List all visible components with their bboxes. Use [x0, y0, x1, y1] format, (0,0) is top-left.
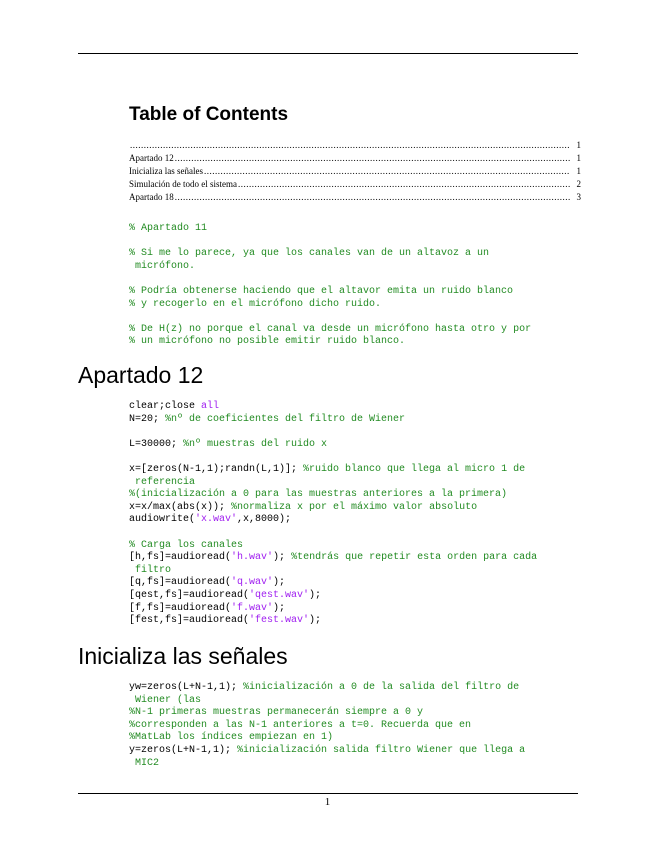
- code-comment: %nº muestras del ruido x: [183, 438, 328, 450]
- code-line: [129, 451, 579, 464]
- code-text: N=20;: [129, 413, 166, 425]
- intro-comments: [129, 223, 579, 349]
- code-line: [129, 745, 579, 758]
- code-line: [129, 477, 579, 490]
- code-comment: %inicialización a 0 de la salida del filtro de: [243, 682, 520, 693]
- code-text: audiowrite(: [129, 514, 196, 526]
- toc-leader-dots: [204, 165, 570, 178]
- toc-entry-page: 3: [576, 192, 581, 202]
- toc-leader-dots: [238, 178, 570, 191]
- code-line: [129, 439, 579, 452]
- code-comment: %nº de coeficientes del filtro de Wiener: [165, 413, 406, 425]
- code-string: all: [201, 401, 220, 412]
- section-heading-inicializa: Inicializa las señales: [78, 643, 288, 669]
- code-line: [129, 720, 579, 733]
- code-comment: filtro: [129, 564, 172, 576]
- toc-entry-page: 1: [576, 166, 581, 176]
- code-block-apartado-12: [129, 401, 579, 628]
- code-comment: Wiener (las: [129, 694, 202, 706]
- code-comment: MIC2: [129, 757, 160, 769]
- code-text: clear;close: [129, 401, 202, 412]
- code-text: );: [273, 552, 292, 564]
- code-line: [129, 540, 579, 553]
- code-line: [129, 682, 579, 695]
- code-line: [129, 707, 579, 720]
- code-text: yw=zeros(L+N-1,1);: [129, 682, 244, 693]
- code-block-inicializa: [129, 682, 579, 770]
- code-text: );: [309, 615, 322, 627]
- code-string: 'h.wav': [231, 552, 274, 564]
- code-comment: %inicialización salida filtro Wiener que llega a: [237, 744, 526, 756]
- comment-line: % y recogerlo en el micrófono dicho ruido.: [129, 298, 382, 310]
- comment-line: % Si me lo parece, ya que los canales van de un altavoz a un: [129, 248, 490, 260]
- code-text: y=zeros(L+N-1,1);: [129, 744, 238, 756]
- code-text: L=30000;: [129, 438, 184, 450]
- code-line: [129, 565, 579, 578]
- code-comment: %MatLab los índices empiezan en 1): [129, 732, 334, 744]
- code-comment: %normaliza x por el máximo valor absoluto: [231, 501, 478, 513]
- comment-line: [129, 273, 579, 286]
- code-text: [h,fs]=audioread(: [129, 552, 232, 564]
- code-text: x=x/max(abs(x));: [129, 501, 232, 513]
- toc-title: Table of Contents: [129, 104, 289, 125]
- code-line: [129, 489, 579, 502]
- code-line: [129, 414, 579, 427]
- code-text: [q,fs]=audioread(: [129, 577, 232, 589]
- table-of-contents: [129, 139, 581, 204]
- code-line: [129, 464, 579, 477]
- code-line: [129, 695, 579, 708]
- code-line: [129, 615, 579, 628]
- code-line: [129, 590, 579, 603]
- code-string: 'x.wav': [195, 514, 238, 526]
- code-text: );: [273, 602, 286, 614]
- toc-entry-label: Apartado 12: [129, 153, 174, 163]
- code-line: [129, 758, 579, 771]
- code-line: [129, 603, 579, 616]
- toc-leader-dots: [175, 191, 570, 204]
- toc-entry-page: 1: [576, 153, 581, 163]
- code-text: );: [273, 577, 286, 589]
- toc-entry-label: Simulación de todo el sistema: [129, 179, 237, 189]
- code-comment: %corresponden a las N-1 anteriores a t=0. Recuerda que en: [129, 719, 472, 731]
- comment-line: [129, 311, 579, 324]
- page-number: 1: [324, 796, 331, 808]
- toc-leader-dots: [175, 152, 570, 165]
- comment-line: % un micrófono no posible emitir ruido blanco.: [129, 336, 406, 348]
- comment-line: [129, 236, 579, 249]
- toc-entry-label: Apartado 18: [129, 192, 174, 202]
- comment-line: micrófono.: [129, 260, 196, 272]
- toc-entry[interactable]: [129, 178, 581, 191]
- toc-entry-page: 1: [576, 140, 581, 150]
- code-string: 'f.wav': [231, 602, 274, 614]
- code-string: 'fest.wav': [249, 615, 310, 627]
- comment-line: % Podría obtenerse haciendo que el altavor emita un ruido blanco: [129, 285, 514, 297]
- toc-entry[interactable]: [129, 139, 581, 152]
- toc-entry[interactable]: [129, 165, 581, 178]
- code-line: [129, 401, 579, 414]
- code-line: [129, 514, 579, 527]
- code-text: [qest,fs]=audioread(: [129, 589, 250, 601]
- code-text: [fest,fs]=audioread(: [129, 615, 250, 627]
- code-comment: referencia: [129, 476, 196, 488]
- code-comment: %ruido blanco que llega al micro 1 de: [303, 463, 526, 475]
- code-line: [129, 426, 579, 439]
- footer-rule: [78, 793, 578, 794]
- toc-entry[interactable]: [129, 152, 581, 165]
- section-heading-apartado-12: Apartado 12: [78, 362, 204, 388]
- code-string: 'q.wav': [231, 577, 274, 589]
- code-line: [129, 732, 579, 745]
- code-text: ,x,8000);: [237, 514, 292, 526]
- comment-line: % De H(z) no porque el canal va desde un micrófono hasta otro y por: [129, 323, 532, 335]
- code-line: [129, 577, 579, 590]
- code-comment: %(inicialización a 0 para las muestras anteriores a la primera): [129, 489, 508, 501]
- comment-line: % Apartado 11: [129, 223, 208, 234]
- code-string: 'qest.wav': [249, 589, 310, 601]
- code-comment: %tendrás que repetir esta orden para cada: [291, 552, 538, 564]
- code-line: [129, 552, 579, 565]
- toc-entry-page: 2: [576, 179, 581, 189]
- code-comment: % Carga los canales: [129, 539, 244, 551]
- header-rule: [78, 53, 578, 54]
- toc-leader-dots: [130, 139, 570, 152]
- code-text: [f,fs]=audioread(: [129, 602, 232, 614]
- code-text: x=[zeros(N-1,1);randn(L,1)];: [129, 463, 304, 475]
- toc-entry-label: Inicializa las señales: [129, 166, 203, 176]
- code-comment: %N-1 primeras muestras permanecerán siempre a 0 y: [129, 707, 424, 719]
- code-line: [129, 527, 579, 540]
- toc-entry[interactable]: [129, 191, 581, 204]
- code-line: [129, 502, 579, 515]
- code-text: );: [309, 589, 322, 601]
